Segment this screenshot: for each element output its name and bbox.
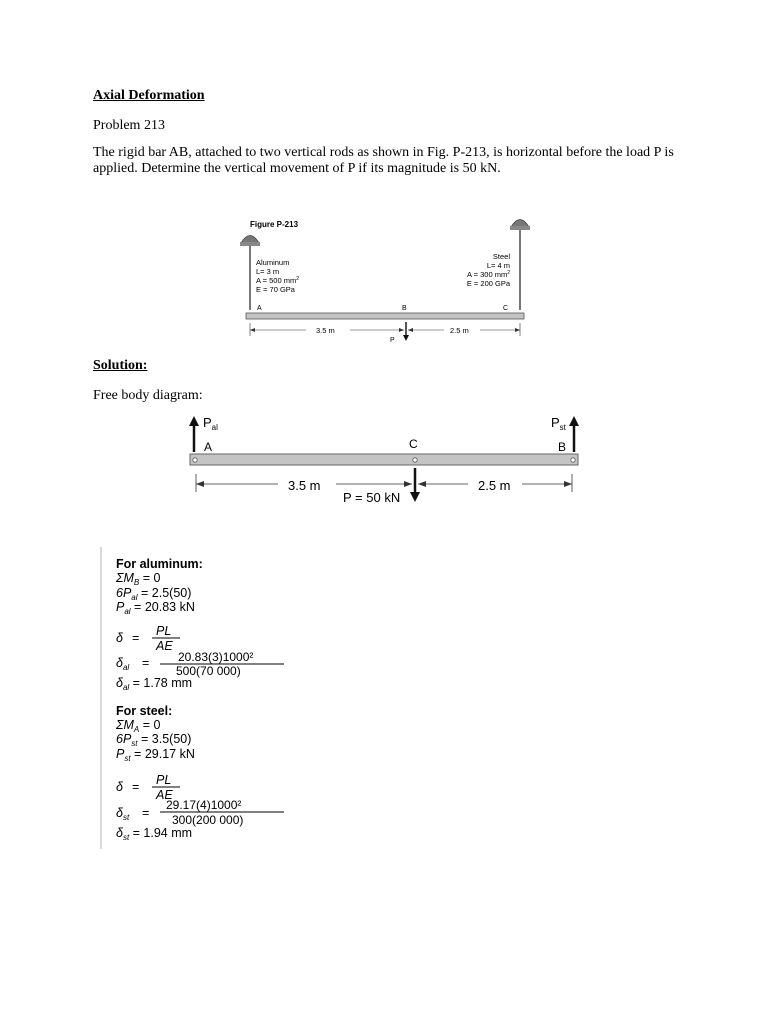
aluminum-length: L= 3 m: [256, 267, 280, 276]
steel-formula-num: PL: [156, 773, 172, 787]
force-right-label: $P_{st}$: [551, 415, 566, 432]
steel-header: For steel:: [116, 704, 173, 718]
steel-delta-label: $\delta_{st}$: [116, 806, 130, 822]
svg-text:=: =: [132, 780, 140, 794]
aluminum-calc-num: 20.83(3)1000²: [178, 650, 254, 664]
svg-text:=: =: [142, 806, 150, 820]
aluminum-formula-num: PL: [156, 624, 172, 638]
problem-statement: The rigid bar AB, attached to two vertical rods as shown in Fig. P-213, is horizontal before the load P is applied. Determine the vertical movement of P if its magnitude is 50 kN.: [93, 145, 674, 176]
steel-calc-den: 300(200 000): [172, 813, 244, 827]
aluminum-support-icon: [240, 236, 260, 247]
fbd-point-a: A: [204, 440, 213, 454]
fbd-dim-left: 3.5 m: [288, 478, 321, 493]
steel-name: Steel: [492, 252, 510, 261]
figure-dim-left: 3.5 m: [316, 326, 335, 335]
free-body-diagram: [180, 410, 590, 510]
steel-modulus: E = 200 GPa: [466, 279, 510, 288]
force-left-label: $P_{al}$: [203, 415, 218, 432]
aluminum-name: Aluminum: [256, 258, 290, 267]
fbd-dim-right: 2.5 m: [478, 478, 511, 493]
steel-sum-eq: $6P_{st} = 3.5(50)$: [116, 732, 192, 748]
svg-text:=: =: [142, 656, 150, 670]
figure-load-label: P: [390, 337, 395, 344]
aluminum-force-eq: $P_{al} = 20.83$ kN: [116, 600, 195, 616]
section-title: Axial Deformation: [93, 88, 205, 103]
aluminum-header: For aluminum:: [116, 557, 203, 571]
steel-formula-den: AE: [156, 788, 173, 802]
steel-area: A = 300 $mm^2$: [466, 270, 510, 279]
rigid-bar: [246, 313, 524, 319]
figure-dim-right: 2.5 m: [450, 326, 469, 335]
aluminum-delta-label: $\delta_{al}$: [116, 656, 130, 672]
solution-heading: Solution:: [93, 358, 148, 373]
solution-panel: [98, 547, 538, 849]
svg-text:=: =: [132, 631, 140, 645]
steel-delta-symbol: δ: [116, 780, 123, 794]
problem-figure: [236, 210, 536, 350]
aluminum-area: A = 500 $mm^2$: [256, 276, 300, 285]
figure-point-c: C: [503, 305, 509, 312]
steel-calc-num: 29.17(4)1000²: [166, 798, 242, 812]
aluminum-delta-symbol: δ: [116, 631, 123, 645]
steel-force-eq: $P_{st} = 29.17$ kN: [116, 747, 195, 763]
steel-moment-eq: $\Sigma M_A = 0$: [116, 718, 161, 734]
figure-point-a: A: [257, 305, 262, 312]
steel-result: $\delta_{st} = 1.94$ mm: [116, 826, 193, 842]
aluminum-sum-eq: $6P_{al} = 2.5(50)$: [116, 586, 192, 602]
fbd-point-c: C: [409, 437, 418, 451]
fbd-load-label: P = 50 kN: [343, 490, 401, 505]
figure-point-b: B: [402, 305, 407, 312]
steel-length: L= 4 m: [486, 261, 510, 270]
aluminum-formula-den: AE: [156, 639, 173, 653]
figure-title: Figure P-213: [250, 220, 299, 229]
aluminum-calc-den: 500(70 000): [176, 664, 241, 678]
fbd-bar: [190, 454, 578, 465]
problem-label: Problem 213: [93, 118, 165, 133]
steel-support-icon: [510, 220, 530, 231]
fbd-point-b: B: [558, 440, 567, 454]
aluminum-result: $\delta_{al} = 1.78$ mm: [116, 676, 193, 692]
aluminum-moment-eq: $\Sigma M_B = 0$: [116, 571, 161, 587]
aluminum-modulus: E = 70 GPa: [256, 285, 295, 294]
fbd-label: Free body diagram:: [93, 388, 203, 403]
